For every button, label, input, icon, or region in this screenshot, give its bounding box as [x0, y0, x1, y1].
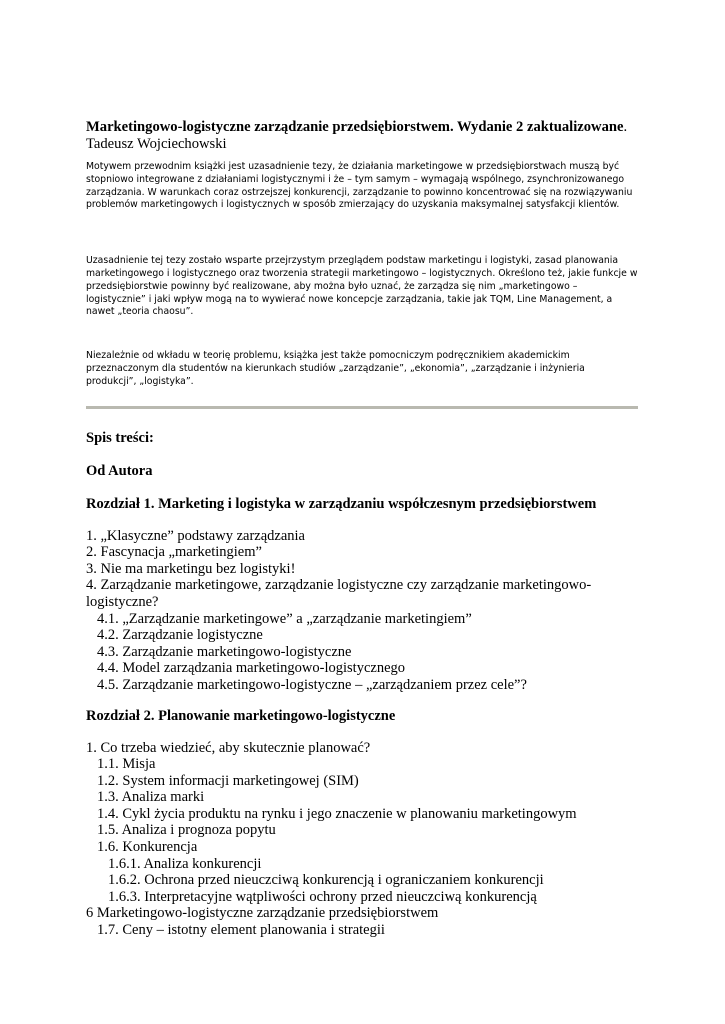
book-title-text: Marketingowo-logistyczne zarządzanie przedsiębiorstwem. Wydanie 2 zaktualizowane	[86, 119, 624, 135]
toc-item: 3. Nie ma marketingu bez logistyki!	[86, 560, 296, 577]
toc-item: 1. Co trzeba wiedzieć, aby skutecznie planować?	[86, 739, 371, 756]
toc-author-heading: Od Autora	[86, 462, 153, 479]
toc-item: 4.1. „Zarządzanie marketingowe” a „zarządzanie marketingiem”	[97, 610, 472, 627]
toc-item: 1.6.3. Interpretacyjne wątpliwości ochrony przed nieuczciwą konkurencją	[108, 888, 537, 905]
toc-item: 1.4. Cykl życia produktu na rynku i jego znaczenie w planowaniu marketingowym	[97, 805, 577, 822]
toc-item: 1.6.2. Ochrona przed nieuczciwą konkurencją i ograniczaniem konkurencji	[108, 872, 544, 889]
document-page	[86, 119, 638, 939]
toc-item: 2. Fascynacja „marketingiem”	[86, 544, 262, 561]
toc-item: 1.2. System informacji marketingowej (SIM)	[97, 772, 359, 789]
chapter-2-heading: Rozdział 2. Planowanie marketingowo-logistyczne	[86, 707, 396, 724]
description-paragraph-3: Niezależnie od wkładu w teorię problemu, książka jest także pomocniczym podręcznikiem akademickim przeznaczonym dla studentów na kierunkach studiów „zarządzanie”, „ekonomia”, „zarządzanie i inżynieria produkcji”, „logistyka”.	[86, 350, 585, 387]
description-paragraph-1: Motywem przewodnim książki jest uzasadnienie tezy, że działania marketingowe w przedsiębiorstwach muszą być stopniowo integrowane z działaniami logistycznymi i że – tym samym – wymagają wspólnego, zsynchronizowanego zarządzania. W warunkach coraz ostrzejszej konkurencji, zarządzanie to powinno koncentrować się na rozwiązywaniu problemów marketingowych i logistycznych w sposób zmierzający do uzyskania maksymalnej satysfakcji klientów.	[86, 161, 633, 211]
horizontal-divider	[86, 406, 638, 409]
toc-item: 1.5. Analiza i prognoza popytu	[97, 822, 276, 839]
toc-item: 1.1. Misja	[97, 756, 156, 773]
toc-item: 4.2. Zarządzanie logistyczne	[97, 627, 263, 644]
toc-item: 4. Zarządzanie marketingowe, zarządzanie logistyczne czy zarządzanie marketingowo-logistyczne?	[86, 577, 592, 610]
chapter-2-list	[86, 740, 638, 939]
running-header: 6 Marketingowo-logistyczne zarządzanie przedsiębiorstwem	[86, 905, 439, 922]
toc-item: 4.3. Zarządzanie marketingowo-logistyczne	[97, 643, 352, 660]
toc-item: 4.4. Model zarządzania marketingowo-logistycznego	[97, 660, 406, 677]
book-author: Tadeusz Wojciechowski	[86, 136, 227, 152]
toc-item: 4.5. Zarządzanie marketingowo-logistyczne – „zarządzaniem przez cele”?	[97, 676, 527, 693]
book-title-dot: .	[623, 119, 628, 135]
toc-item: 1.6.1. Analiza konkurencji	[108, 855, 262, 872]
chapter-1-heading: Rozdział 1. Marketing i logistyka w zarządzaniu współczesnym przedsiębiorstwem	[86, 495, 597, 512]
toc-heading: Spis treści:	[86, 429, 154, 446]
chapter-1-list	[86, 528, 638, 694]
toc-item: 1. „Klasyczne” podstawy zarządzania	[86, 527, 305, 544]
book-title	[86, 119, 638, 136]
toc-item: 1.3. Analiza marki	[97, 789, 205, 806]
toc-item: 1.7. Ceny – istotny element planowania i strategii	[97, 922, 385, 939]
description-paragraph-2: Uzasadnienie tej tezy zostało wsparte przejrzystym przeglądem podstaw marketingu i logistyki, zasad planowania marketingowego i logistycznego oraz tworzenia strategii marketingowo – logistycznych. Określono też, jakie funkcje w przedsiębiorstwie powinny być realizowane, aby można było uznać, że zarządza się nim „marketingowo – logistycznie” i jaki wpływ mogą na to wywierać nowe koncepcje zarządzania, takie jak TQM, Line Management, a nawet „teoria chaosu”.	[86, 255, 638, 318]
toc-item: 1.6. Konkurencja	[97, 839, 198, 856]
